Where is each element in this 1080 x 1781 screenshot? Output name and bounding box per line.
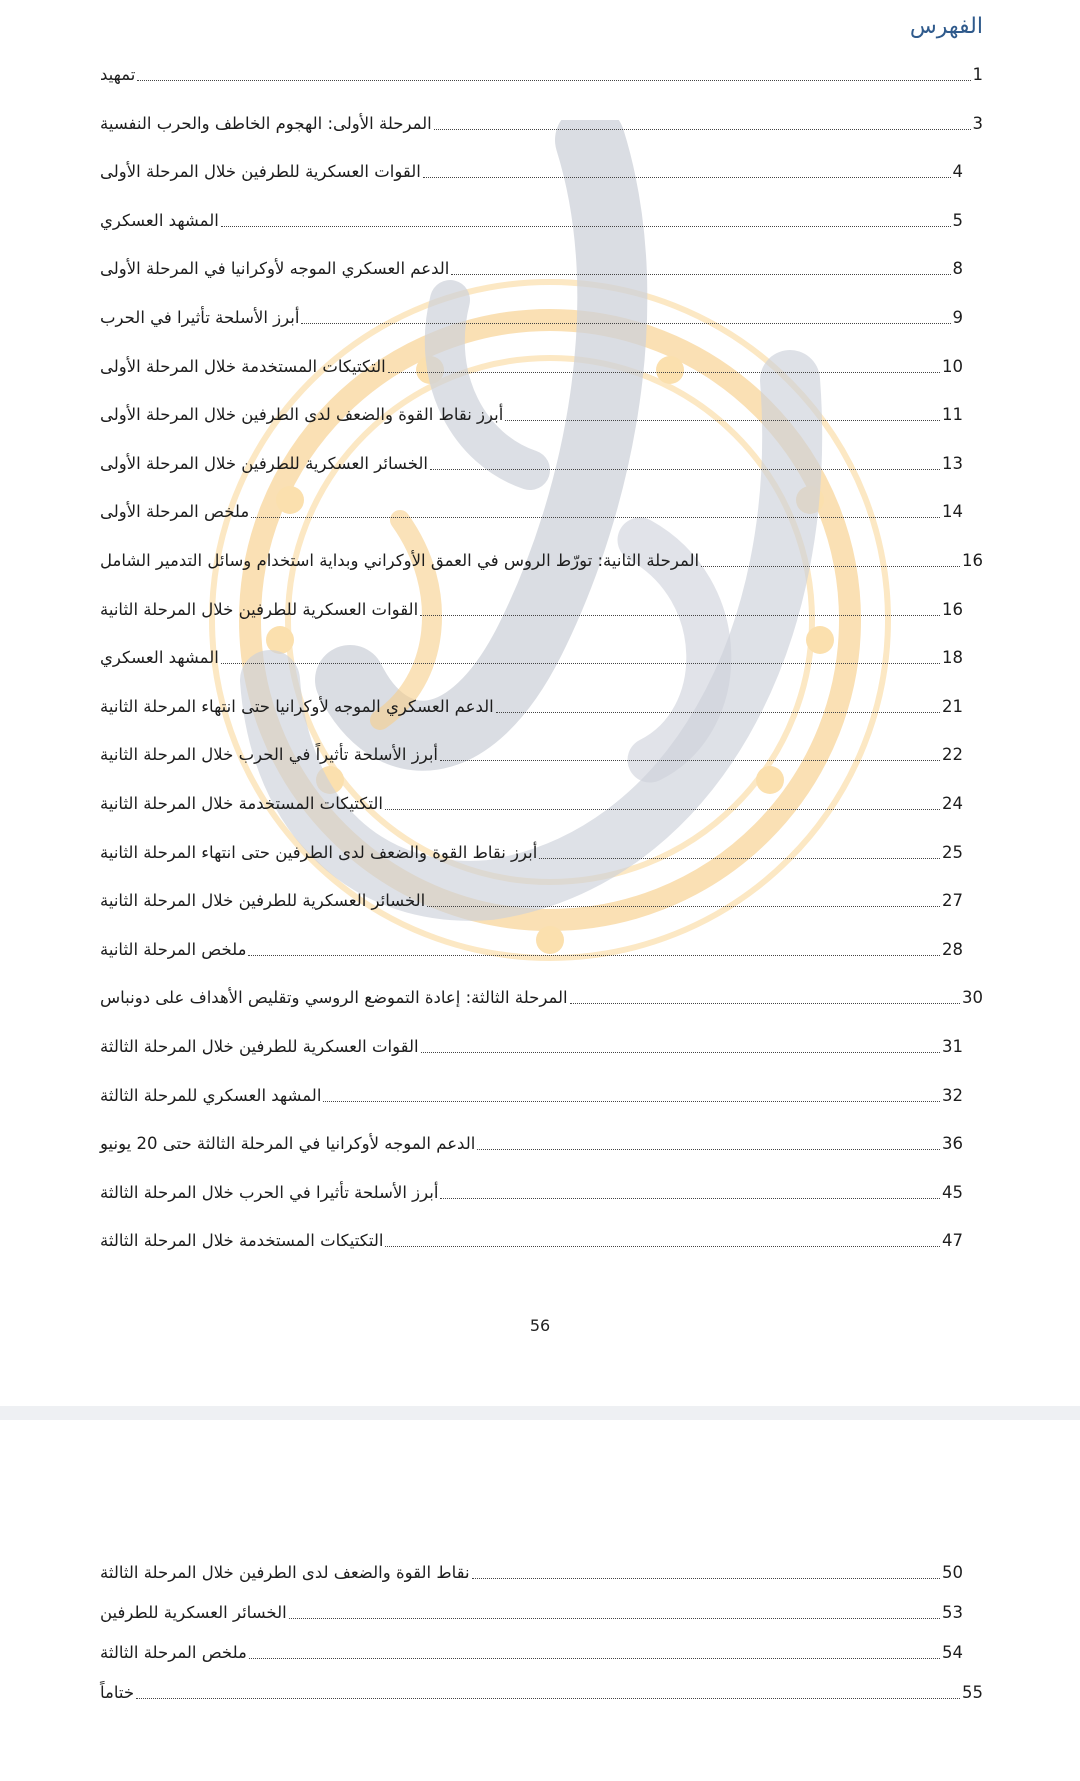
toc-entry[interactable] [100, 398, 963, 426]
toc-entry[interactable] [100, 1676, 983, 1704]
toc-entry-label: ملخص المرحلة الثانية [100, 939, 247, 959]
toc-entry[interactable] [100, 1127, 963, 1155]
toc-entry[interactable] [100, 1176, 963, 1204]
toc-entry[interactable] [100, 593, 963, 621]
toc-entry[interactable] [100, 836, 963, 864]
dot-leader [423, 177, 951, 178]
toc-entry-label: التكتيكات المستخدمة خلال المرحلة الأولى [100, 356, 386, 376]
toc-entry[interactable] [100, 884, 963, 912]
page-separator [0, 1406, 1080, 1420]
toc-entry-page-number: 21 [942, 696, 963, 716]
dot-leader [136, 1698, 960, 1699]
dot-leader [289, 1618, 940, 1619]
toc-entry-label: القوات العسكرية للطرفين خلال المرحلة الثانية [100, 599, 419, 619]
toc-entry[interactable] [100, 981, 983, 1009]
dot-leader [301, 323, 950, 324]
toc-entry[interactable] [100, 107, 983, 135]
toc-entry[interactable] [100, 690, 963, 718]
toc-entry[interactable] [100, 1636, 963, 1664]
toc-entry-page-number: 3 [972, 113, 983, 133]
toc-entry-label: المرحلة الأولى: الهجوم الخاطف والحرب النفسية [100, 113, 432, 133]
dot-leader [248, 955, 940, 956]
toc-entry-label: التكتيكات المستخدمة خلال المرحلة الثالثة [100, 1231, 384, 1251]
toc-entry-label: المشهد العسكري للمرحلة الثالثة [100, 1085, 322, 1105]
toc-entry-page-number: 31 [942, 1037, 963, 1056]
dot-leader [420, 615, 940, 616]
toc-entry-label: أبرز نقاط القوة والضعف لدى الطرفين خلال المرحلة الأولى [100, 405, 504, 425]
toc-entry-label: المشهد العسكري [100, 210, 219, 230]
toc-entry-page-number: 16 [962, 551, 983, 570]
dot-leader [221, 663, 940, 664]
dot-leader [221, 226, 951, 227]
toc-entry-label: أبرز الأسلحة تأثيراً في الحرب خلال المرحلة الثانية [100, 745, 438, 765]
toc-entry-page-number: 54 [942, 1643, 963, 1662]
toc-entry[interactable] [100, 1596, 963, 1624]
toc-entry[interactable] [100, 787, 963, 815]
toc-entry[interactable] [100, 1224, 963, 1252]
toc-entry[interactable] [100, 1079, 963, 1107]
toc-entry-label: التكتيكات المستخدمة خلال المرحلة الثانية [100, 794, 383, 813]
toc-entry-label: المرحلة الثانية: تورّط الروس في العمق الأوكراني وبداية استخدام وسائل التدمير الشامل [100, 551, 700, 570]
dot-leader [251, 517, 940, 518]
toc-entry[interactable] [100, 495, 963, 523]
toc-entry-label: الدعم الموجه لأوكرانيا في المرحلة الثالثة حتى 20 يونيو [100, 1134, 476, 1154]
dot-leader [440, 1198, 940, 1199]
toc-entry-label: المرحلة الثالثة: إعادة التموضع الروسي وتقليص الأهداف على دونباس [100, 988, 568, 1008]
dot-leader [388, 372, 940, 373]
dot-leader [385, 1246, 940, 1247]
toc-entry[interactable] [100, 738, 963, 766]
toc-entry[interactable] [100, 58, 983, 86]
toc-entry-page-number: 45 [942, 1182, 963, 1202]
toc-entry[interactable] [100, 301, 963, 329]
toc-entry-label: أبرز نقاط القوة والضعف لدى الطرفين حتى انتهاء المرحلة الثانية [100, 842, 538, 862]
dot-leader [477, 1149, 940, 1150]
toc-entry-page-number: 47 [942, 1231, 963, 1251]
toc-entry-page-number: 36 [942, 1134, 963, 1154]
dot-leader [570, 1003, 960, 1004]
toc-entry-label: نقاط القوة والضعف لدى الطرفين خلال المرحلة الثالثة [100, 1563, 470, 1582]
dot-leader [249, 1658, 940, 1659]
dot-leader [430, 469, 940, 470]
toc-entry-page-number: 28 [942, 939, 963, 959]
dot-leader [421, 1052, 940, 1053]
toc-entry-page-number: 10 [942, 356, 963, 376]
dot-leader [323, 1101, 940, 1102]
dot-leader [137, 80, 970, 81]
toc-entry-label: ملخص المرحلة الثالثة [100, 1643, 247, 1662]
toc-entry[interactable] [100, 447, 963, 475]
toc-entry-label: الدعم العسكري الموجه لأوكرانيا في المرحلة الأولى [100, 259, 450, 279]
toc-entry-page-number: 4 [952, 162, 963, 182]
toc-entry-label: القوات العسكرية للطرفين خلال المرحلة الأولى [100, 162, 421, 182]
toc-entry-label: ختاماً [100, 1683, 135, 1702]
toc-entry-page-number: 5 [952, 210, 963, 230]
toc-entry-page-number: 30 [962, 988, 983, 1008]
toc-entry-page-number: 27 [942, 891, 963, 911]
toc-entry-label: ملخص المرحلة الأولى [100, 502, 250, 522]
toc-entry[interactable] [100, 1556, 963, 1584]
toc-entry[interactable] [100, 155, 963, 183]
toc-entry-page-number: 11 [942, 405, 963, 425]
toc-entry[interactable] [100, 350, 963, 378]
toc-entry-page-number: 53 [942, 1603, 963, 1622]
toc-entry-label: أبرز الأسلحة تأثيرا في الحرب [100, 308, 300, 327]
toc-entry-label: أبرز الأسلحة تأثيرا في الحرب خلال المرحلة الثالثة [100, 1182, 439, 1202]
toc-entry[interactable] [100, 933, 963, 961]
toc-title: الفهرس [909, 14, 983, 39]
toc-entry-label: الخسائر العسكرية للطرفين خلال المرحلة الثانية [100, 891, 426, 911]
toc-entry-label: تمهيد [100, 65, 136, 84]
toc-entry-label: القوات العسكرية للطرفين خلال المرحلة الثالثة [100, 1037, 419, 1056]
toc-entry-page-number: 8 [952, 259, 963, 279]
toc-entry-label: المشهد العسكري [100, 648, 219, 668]
dot-leader [505, 420, 940, 421]
toc-entry-page-number: 55 [962, 1683, 983, 1702]
toc-entry-page-number: 13 [942, 453, 963, 473]
toc-entry-page-number: 16 [942, 599, 963, 619]
toc-entry[interactable] [100, 252, 963, 280]
toc-entry-page-number: 50 [942, 1563, 963, 1582]
toc-entry-page-number: 24 [942, 794, 963, 813]
dot-leader [451, 274, 950, 275]
toc-entry-page-number: 14 [942, 502, 963, 522]
dot-leader [472, 1578, 940, 1579]
dot-leader [539, 858, 940, 859]
toc-entry-page-number: 32 [942, 1085, 963, 1105]
dot-leader [440, 760, 940, 761]
toc-entry-page-number: 18 [942, 648, 963, 668]
toc-entry-label: الخسائر العسكرية للطرفين خلال المرحلة الأولى [100, 453, 428, 473]
toc-entry-page-number: 25 [942, 842, 963, 862]
toc-entry[interactable] [100, 544, 983, 572]
toc-entry-page-number: 9 [952, 308, 963, 327]
dot-leader [434, 129, 971, 130]
toc-entry-label: الخسائر العسكرية للطرفين [100, 1603, 287, 1622]
document-page-2 [0, 1420, 1080, 1781]
toc-entry-page-number: 22 [942, 745, 963, 765]
page-number: 56 [529, 1316, 551, 1335]
toc-entry[interactable] [100, 641, 963, 669]
toc-entry-label: الدعم العسكري الموجه لأوكرانيا حتى انتهاء المرحلة الثانية [100, 696, 494, 716]
toc-entry[interactable] [100, 204, 963, 232]
dot-leader [701, 566, 960, 567]
dot-leader [385, 809, 940, 810]
toc-entry-page-number: 1 [972, 65, 983, 84]
dot-leader [427, 906, 940, 907]
dot-leader [496, 712, 940, 713]
toc-entry[interactable] [100, 1030, 963, 1058]
